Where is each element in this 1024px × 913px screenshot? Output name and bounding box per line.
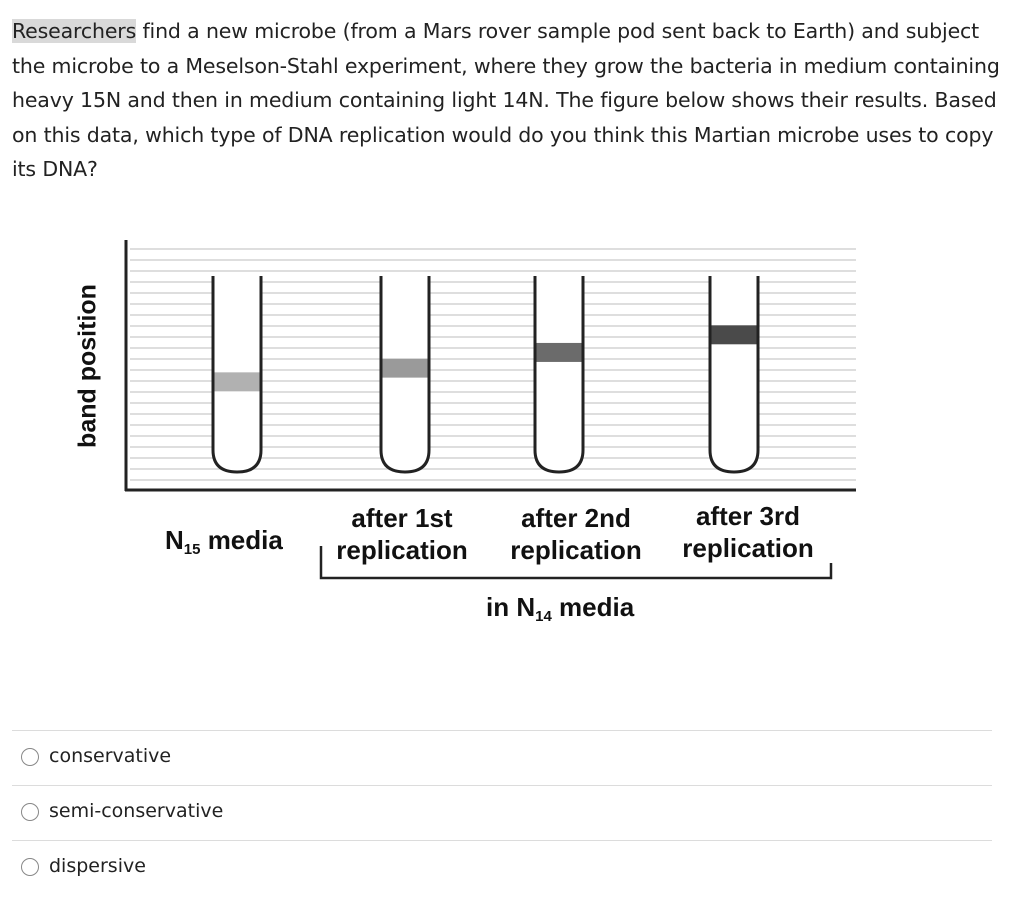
label-after-1st-line1: after 1st (351, 503, 453, 533)
dna-band (536, 343, 582, 362)
question-text (12, 14, 1002, 187)
label-n15-sub: 15 (183, 541, 201, 558)
radio-button[interactable] (21, 803, 39, 821)
option-label[interactable]: conservative (49, 745, 172, 767)
label-after-2nd (496, 502, 656, 566)
tube-fill (710, 276, 758, 472)
radio-button[interactable] (21, 748, 39, 766)
option-label[interactable]: dispersive (49, 855, 146, 877)
option-label[interactable]: semi-conservative (49, 800, 224, 822)
dna-band (214, 372, 260, 391)
tubes-group (213, 276, 758, 472)
bracket-label (486, 592, 634, 625)
bracket-label-main: in N (486, 592, 536, 622)
label-n15-media (165, 524, 283, 566)
label-after-2nd-line1: after 2nd (521, 503, 631, 533)
label-after-1st-line2: replication (336, 535, 468, 565)
bracket-label-sub: 14 (535, 608, 552, 625)
y-axis-label: band position (73, 284, 102, 448)
results-figure (0, 220, 1024, 640)
radio-button[interactable] (21, 858, 39, 876)
label-after-2nd-line2: replication (510, 535, 642, 565)
gel-diagram (0, 220, 1024, 640)
bracket-label-rest: media (551, 592, 635, 622)
label-n15-n: N (165, 525, 184, 555)
option-dispersive[interactable] (12, 840, 992, 895)
option-conservative[interactable] (12, 730, 992, 785)
test-tube (710, 276, 758, 472)
question-first-word: Researchers (12, 19, 137, 43)
test-tube (381, 276, 429, 472)
label-after-1st (322, 502, 482, 566)
label-after-3rd-line2: replication (682, 533, 814, 563)
test-tube (535, 276, 583, 472)
label-n15-rest: media (200, 525, 283, 555)
question-body: find a new microbe (from a Mars rover sample pod sent back to Earth) and subject the microbe to a Meselson-Stahl experiment, where they grow the bacteria in medium containing heavy 15N and then in medium containing light 14N. The figure below shows their results. Based on this data, which type of DNA replication would do you think this Martian microbe uses to copy its DNA? (12, 19, 1000, 181)
option-semi-conservative[interactable] (12, 785, 992, 840)
label-after-3rd-line1: after 3rd (695, 501, 801, 531)
test-tube (213, 276, 261, 472)
label-after-3rd (668, 500, 828, 564)
dna-band (382, 359, 428, 378)
tube-fill (535, 276, 583, 472)
dna-band (711, 325, 757, 344)
